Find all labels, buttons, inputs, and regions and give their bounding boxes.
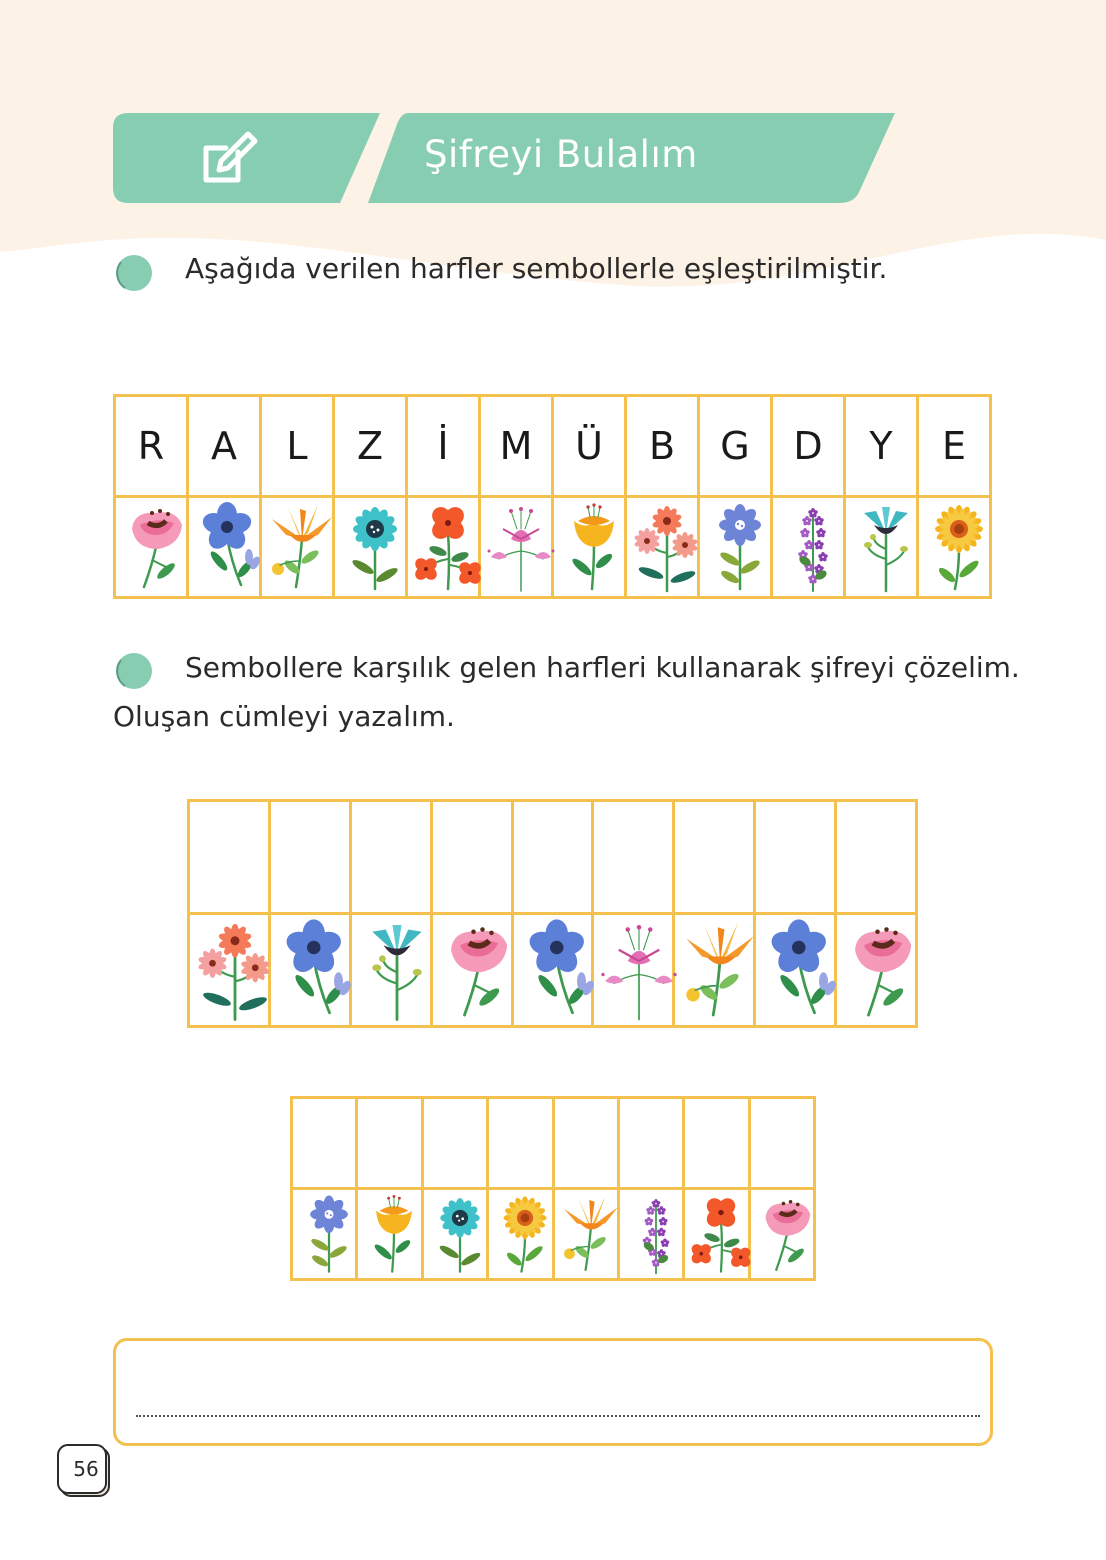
- key-letter: Ü: [553, 396, 626, 497]
- pink-poppy-flower-icon: [433, 916, 523, 1024]
- key-letter: M: [480, 396, 553, 497]
- key-letter: Y: [845, 396, 918, 497]
- symbol-cell: [422, 1189, 487, 1280]
- key-letter: Z: [334, 396, 407, 497]
- symbol-cell: [269, 914, 350, 1027]
- answer-blank-cell[interactable]: [512, 801, 593, 914]
- teal-fan-flower-icon: [352, 916, 442, 1024]
- answer-blank-cell[interactable]: [357, 1098, 422, 1189]
- symbol-cell: [357, 1189, 422, 1280]
- sunflower-icon: [489, 1191, 561, 1277]
- answer-writing-box[interactable]: [113, 1338, 993, 1446]
- page-title: Şifreyi Bulalım: [424, 133, 698, 176]
- blue-flower-icon: [756, 916, 846, 1024]
- symbol-cell: [189, 914, 270, 1027]
- key-letter: D: [772, 396, 845, 497]
- sunflower-icon: [919, 499, 999, 595]
- red-four-petal-flower-icon: [685, 1191, 757, 1277]
- answer-blank-row: [189, 801, 917, 914]
- symbol-cell: [553, 497, 626, 598]
- symbol-cell: [261, 497, 334, 598]
- teal-fan-flower-icon: [846, 499, 926, 595]
- symbol-cell: [918, 497, 991, 598]
- answer-blank-cell[interactable]: [269, 801, 350, 914]
- key-letters-row: [115, 396, 991, 497]
- answer-blank-cell[interactable]: [553, 1098, 618, 1189]
- coral-daisy-cluster-flower-icon: [190, 916, 280, 1024]
- periwinkle-flower-icon: [293, 1191, 365, 1277]
- key-letter: İ: [407, 396, 480, 497]
- answer-blank-cell[interactable]: [431, 801, 512, 914]
- answer-blank-cell[interactable]: [350, 801, 431, 914]
- pink-poppy-flower-icon: [751, 1191, 823, 1277]
- symbol-cell: [292, 1189, 357, 1280]
- answer-blank-cell[interactable]: [749, 1098, 814, 1189]
- symbol-cell: [512, 914, 593, 1027]
- symbol-cell: [480, 497, 553, 598]
- answer-blank-row: [292, 1098, 815, 1189]
- pink-poppy-flower-icon: [116, 499, 196, 595]
- symbol-cell: [674, 914, 755, 1027]
- symbol-cell: [626, 497, 699, 598]
- pink-starburst-flower-icon: [594, 916, 684, 1024]
- yellow-tulip-flower-icon: [554, 499, 634, 595]
- symbol-cell: [749, 1189, 814, 1280]
- answer-blank-cell[interactable]: [618, 1098, 683, 1189]
- symbol-cell: [115, 497, 188, 598]
- answer-table-2: [290, 1096, 816, 1281]
- symbol-cell: [699, 497, 772, 598]
- purple-lilac-flower-icon: [773, 499, 853, 595]
- blue-flower-icon: [189, 499, 269, 595]
- symbol-cell: [488, 1189, 553, 1280]
- symbol-cell: [334, 497, 407, 598]
- periwinkle-flower-icon: [700, 499, 780, 595]
- answer-blank-cell[interactable]: [422, 1098, 487, 1189]
- blue-flower-icon: [514, 916, 604, 1024]
- symbol-cell: [772, 497, 845, 598]
- page-number: 56: [73, 1457, 99, 1481]
- instruction-text-2-continued: Oluşan cümleyi yazalım.: [113, 700, 455, 733]
- key-symbols-row: [115, 497, 991, 598]
- answer-blank-cell[interactable]: [674, 801, 755, 914]
- symbol-cell: [836, 914, 917, 1027]
- symbol-cell: [845, 497, 918, 598]
- symbol-cell: [593, 914, 674, 1027]
- purple-lilac-flower-icon: [620, 1191, 692, 1277]
- answer-blank-cell[interactable]: [488, 1098, 553, 1189]
- answer-blank-cell[interactable]: [189, 801, 270, 914]
- key-letter: L: [261, 396, 334, 497]
- yellow-tulip-flower-icon: [358, 1191, 430, 1277]
- symbol-cell: [350, 914, 431, 1027]
- orange-lily-flower-icon: [555, 1191, 627, 1277]
- red-four-petal-flower-icon: [408, 499, 488, 595]
- answer-table-1: [187, 799, 918, 1028]
- dotted-writing-line: [136, 1415, 980, 1417]
- key-letter: R: [115, 396, 188, 497]
- symbol-cell: [431, 914, 512, 1027]
- answer-blank-cell[interactable]: [684, 1098, 749, 1189]
- symbol-cell: [188, 497, 261, 598]
- symbol-cell: [553, 1189, 618, 1280]
- orange-lily-flower-icon: [675, 916, 765, 1024]
- key-letter: E: [918, 396, 991, 497]
- green-circle-bullet-icon: [113, 252, 153, 292]
- teal-daisy-flower-icon: [424, 1191, 496, 1277]
- symbol-cell: [755, 914, 836, 1027]
- answer-blank-cell[interactable]: [755, 801, 836, 914]
- orange-lily-flower-icon: [262, 499, 342, 595]
- pink-poppy-flower-icon: [837, 916, 927, 1024]
- teal-daisy-flower-icon: [335, 499, 415, 595]
- pink-starburst-flower-icon: [481, 499, 561, 595]
- symbol-cell: [684, 1189, 749, 1280]
- blue-flower-icon: [271, 916, 361, 1024]
- answer-symbols-row: [189, 914, 917, 1027]
- green-circle-bullet-icon: [113, 650, 153, 690]
- key-letter: B: [626, 396, 699, 497]
- answer-symbols-row: [292, 1189, 815, 1280]
- answer-blank-cell[interactable]: [593, 801, 674, 914]
- instruction-text-1: Aşağıda verilen harfler sembollerle eşleştirilmiştir.: [185, 252, 888, 285]
- coral-daisy-cluster-flower-icon: [627, 499, 707, 595]
- instruction-text-2: Sembollere karşılık gelen harfleri kullanarak şifreyi çözelim.: [185, 651, 1020, 684]
- key-letter: G: [699, 396, 772, 497]
- answer-blank-cell[interactable]: [292, 1098, 357, 1189]
- key-table: [113, 394, 992, 599]
- symbol-cell: [407, 497, 480, 598]
- title-banner: [0, 0, 1106, 230]
- symbol-cell: [618, 1189, 683, 1280]
- key-letter: A: [188, 396, 261, 497]
- answer-blank-cell[interactable]: [836, 801, 917, 914]
